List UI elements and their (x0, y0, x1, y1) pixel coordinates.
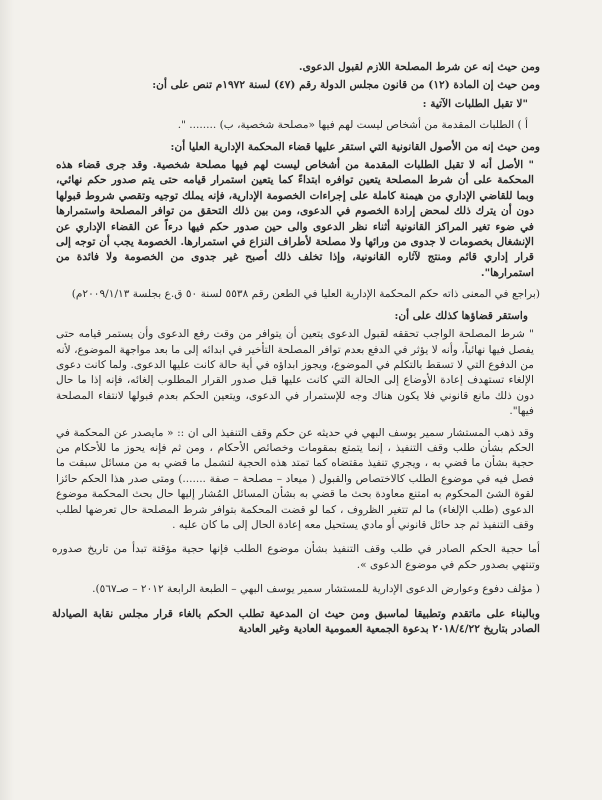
paragraph-article-quote-start: "لا تقبل الطلبات الآتية : (422, 97, 528, 110)
paragraph-application-conclusion: وبالبناء على ماتقدم وتطبيقا لماسبق ومن حيث ان المدعية تطلب الحكم بالغاء قرار مجلس نقابة الصيادلة الصادر بتاريخ ٢٠١٨/٤/٢٢ بدعوة الجمعية العمومية العادية وغير العادية (52, 607, 540, 635)
paragraph-temporary-authority: أما حجية الحكم الصادر في طلب وقف التنفيذ بشأن موضوع الطلب فإنها حجية مؤقتة تبدأ من تاريخ صدوره وتنتهي بصدور حكم في موضوع الدعوى ». (52, 543, 540, 571)
page-edge-shadow (0, 0, 14, 800)
paragraph-settled-rulings-intro: واستقر قضاؤها كذلك على أن: (394, 309, 528, 322)
paragraph-law-article-12: ومن حيث إن المادة (١٢) من قانون مجلس الدولة رقم (٤٧) لسنة ١٩٧٢م تنص على أن: (152, 79, 540, 92)
paragraph-book-citation: ( مؤلف دفوع وعوارض الدعوى الإدارية للمستشار سمير يوسف البهي – الطبعة الرابعة ٢٠١٢ – صـ٥٦٧). (92, 583, 540, 596)
paragraph-legal-principles-intro: ومن حيث إنه من الأصول القانونية التي استقر عليها قضاء المحكمة الإدارية العليا أن: (170, 140, 540, 153)
paragraph-article-item-a: أ ) الطلبات المقدمة من أشخاص ليست لهم فيها «مصلحة شخصية، ب) ........ ". (177, 119, 528, 132)
paragraph-court-principle-quote: " الأصل أنه لا تقبل الطلبات المقدمة من أشخاص ليست لهم فيها مصلحة شخصية. وقد جرى قضاء هذه المحكمة على أن شرط المصلحة يتعين توافره ابتداءً كما يتعين استمرار قيامه حتى يتم صدور حكم نهائي، وبما للقاضي الإداري من هيمنة كاملة على إجراءات الخصومة الإدارية، فإنه يملك توجيه وتقصي شروط قبولها دون أن يترك ذلك لمحض إرادة الخصوم في الدعوى، ومن بين ذلك التحقق من توافر المصلحة واستمرارها في ضوء تغير المراكز القانونية أثناء نظر الدعوى والى حين صدور حكم فيها درءاً عن القضاء الإداري عن الإنشغال بخصومات لا جدوى من ورائها ولا مصلحة لأطراف النزاع في استمرارها. الخصومة يجب أن توجه إلى قرار إداري قائم ومنتج لآثاره القانونية، وإذا تخلف ذلك أصبح غير جدوى من الخصومة ولا فائدة من استمرارها". (56, 159, 534, 279)
paragraph-counselor-opinion-quote: وقد ذهب المستشار سمير يوسف البهي في حديثه عن حكم وقف التنفيذ الى ان :: « مايصدر عن المحكمة في الحكم بشأن طلب وقف التنفيذ ، إنما يتمتع بمقومات وخصائص الأحكام ، ومن ثم فإنه يحوز ما للأحكام من حجية بشأن ما قضي به ، ويجري تنفيذ مقتضاه كما تمتد هذه الحجية لتشمل ما قضي به من مسائل سبقت ما فصل فيه في موضوع الطلب كالاختصاص والقبول ( ميعاد – مصلحة – صفة .......) ومتى صدر هذا الحكم حائزا لقوة الشئ المحكوم به امتنع معاودة بحث ما قضي به بشأن المسائل المُشار إليها حال بحث المحكمة موضوع الدعوى (طلب الإلغاء) ما لم تتغير الظروف ، كما لو قضت المحكمة بتوافر شرط المصلحة حال تعرضها لطلب وقف التنفيذ ثم جد حائل قانوني أو مادي يستحيل معه إعادة الحال إلى ما كان عليه . (56, 426, 534, 531)
paragraph-interest-requirement-quote: " شرط المصلحة الواجب تحققه لقبول الدعوى يتعين أن يتوافر من وقت رفع الدعوى وأن يستمر قيامه حتى يفصل فيها نهائياً، وأنه لا يؤثر في الدفع بعدم توافر المصلحة التأخير في ابدائه إلى ما بعد مواجهة الموضوع، لأنه من الدفوع التي لا تسقط بالتكلم في الموضوع، ويجوز ابداؤه في أية حالة كانت عليها الدعوى. ولما كانت دعوى الإلغاء تستهدف إعادة الأوضاع إلى الحالة التي كانت عليها قبل صدور القرار المطلوب إلغائه، فإنه إذا ما حال دون ذلك مانع قانوني فلا يكون هناك وجه للإستمرار في الدعوى، ويتعين الحكم بعدم قبولها لانتفاء المصلحة فيها". (56, 328, 534, 418)
paragraph-interest-condition-intro: ومن حيث إنه عن شرط المصلحة اللازم لقبول الدعوى. (298, 61, 540, 73)
paragraph-citation-appeal-5538: (براجع في المعنى ذاته حكم المحكمة الإدارية العليا في الطعن رقم ٥٥٣٨ لسنة ٥٠ ق.ع بجلسة ٢٠٠٩/١/١٣م) (71, 288, 540, 301)
